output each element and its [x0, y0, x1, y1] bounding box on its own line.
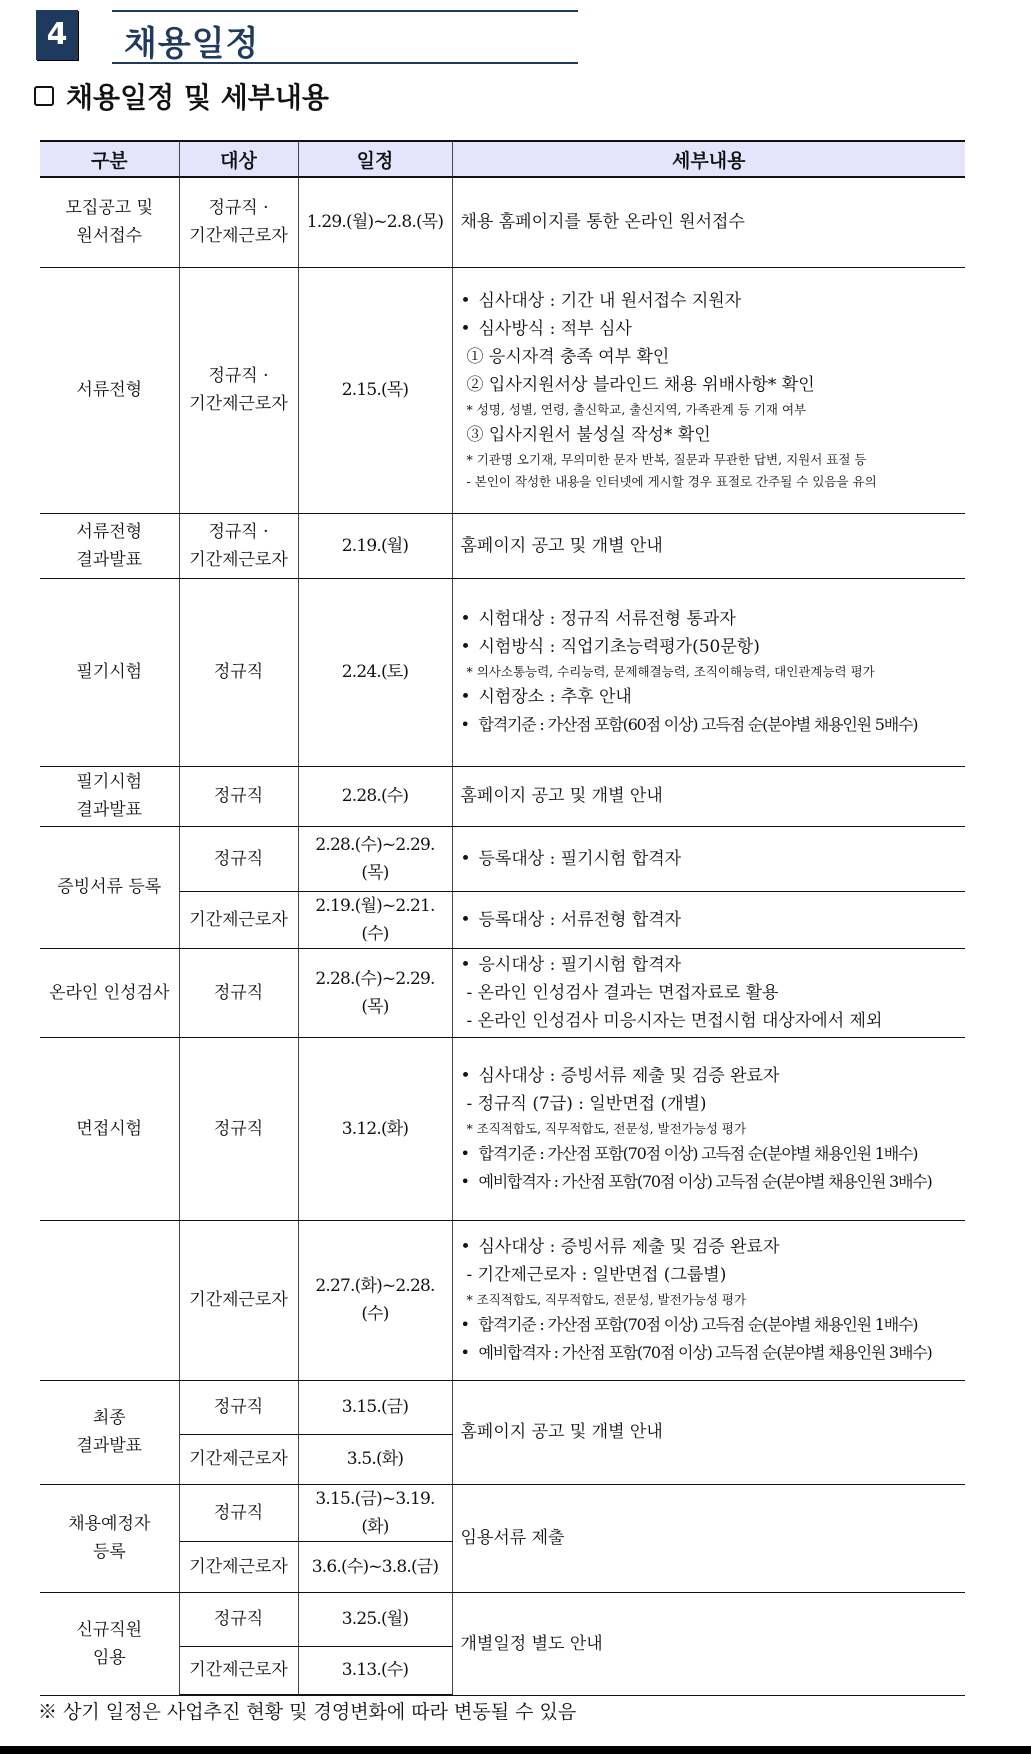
target-cell: 정규직	[179, 1484, 298, 1541]
category-cell: 필기시험 결과발표	[40, 766, 179, 826]
target-cell: 기간제근로자	[179, 1220, 298, 1380]
page-bottom-rule	[0, 1746, 1031, 1754]
date-cell: 3.12.(화)	[298, 1037, 452, 1220]
date-cell: 2.19.(월)~2.21.(수)	[298, 891, 452, 948]
date-cell: 2.28.(수)~2.29.(목)	[298, 826, 452, 891]
target-cell: 정규직	[179, 766, 298, 826]
target-cell: 정규직 · 기간제근로자	[179, 177, 298, 267]
date-cell: 3.25.(월)	[298, 1592, 452, 1646]
table-row	[40, 1037, 965, 1220]
header-details: 세부내용	[452, 141, 965, 177]
details-cell: • 응시대상 : 필기시험 합격자 - 온라인 인성검사 결과는 면접자료로 활용 - 온라인 인성검사 미응시자는 면접시험 대상자에서 제외	[452, 948, 965, 1037]
date-cell: 2.28.(수)	[298, 766, 452, 826]
category-cell: 최종 결과발표	[40, 1380, 179, 1484]
header-category: 구분	[40, 141, 179, 177]
target-cell: 정규직	[179, 1037, 298, 1220]
date-cell: 3.13.(수)	[298, 1646, 452, 1695]
table-row	[40, 1484, 965, 1541]
details-cell: • 등록대상 : 서류전형 합격자	[452, 891, 965, 948]
category-cell: 신규직원 임용	[40, 1592, 179, 1695]
details-cell: 개별일정 별도 안내	[452, 1592, 965, 1695]
date-cell: 3.6.(수)~3.8.(금)	[298, 1541, 452, 1592]
category-cell: 필기시험	[40, 578, 179, 766]
table-row	[40, 948, 965, 1037]
target-cell: 정규직	[179, 1592, 298, 1646]
schedule-table	[40, 140, 965, 1696]
table-header-row	[40, 141, 965, 177]
checkbox-square-icon	[34, 86, 54, 106]
table-row	[40, 1592, 965, 1646]
category-cell: 서류전형 결과발표	[40, 513, 179, 578]
details-cell: • 심사대상 : 증빙서류 제출 및 검증 완료자 - 기간제근로자 : 일반면접 (그룹별) * 조직적합도, 직무적합도, 전문성, 발전가능성 평가 • 합격기준 : 가산점 포함(70점 이상) 고득점 순(분야별 채용인원 1배수) • 예비합격자 : 가산점 포함(70점 이상) 고득점 순(분야별 채용인원 3배수)	[452, 1220, 965, 1380]
date-cell: 1.29.(월)~2.8.(목)	[298, 177, 452, 267]
date-cell: 3.5.(화)	[298, 1434, 452, 1484]
date-cell: 3.15.(금)~3.19.(화)	[298, 1484, 452, 1541]
table-row	[40, 826, 965, 891]
target-cell: 기간제근로자	[179, 1434, 298, 1484]
section-number-badge: 4	[36, 10, 78, 60]
table-row	[40, 1220, 965, 1380]
target-cell: 기간제근로자	[179, 1646, 298, 1695]
table-row	[40, 267, 965, 513]
date-cell: 2.15.(목)	[298, 267, 452, 513]
header-target: 대상	[179, 141, 298, 177]
category-cell: 면접시험	[40, 1037, 179, 1220]
table-row	[40, 891, 965, 948]
details-cell: 채용 홈페이지를 통한 온라인 원서접수	[452, 177, 965, 267]
details-cell: 홈페이지 공고 및 개별 안내	[452, 513, 965, 578]
details-cell: 홈페이지 공고 및 개별 안내	[452, 1380, 965, 1484]
target-cell: 정규직 · 기간제근로자	[179, 513, 298, 578]
table-row	[40, 1380, 965, 1434]
details-cell: 홈페이지 공고 및 개별 안내	[452, 766, 965, 826]
target-cell: 정규직	[179, 948, 298, 1037]
table-row	[40, 578, 965, 766]
section-title-frame	[112, 10, 578, 64]
category-cell: 채용예정자 등록	[40, 1484, 179, 1592]
category-cell: 증빙서류 등록	[40, 826, 179, 948]
date-cell: 2.27.(화)~2.28.(수)	[298, 1220, 452, 1380]
details-cell: • 심사대상 : 기간 내 원서접수 지원자 • 심사방식 : 적부 심사 ① 응시자격 충족 여부 확인 ② 입사지원서상 블라인드 채용 위배사항* 확인 * 성명, 성별, 연령, 출신학교, 출신지역, 가족관계 등 기재 여부 ③ 입사지원서 불성실 작성* 확인 * 기관명 오기재, 무의미한 문자 반복, 질문과 무관한 답변, 지원서 표절 등 - 본인이 작성한 내용을 인터넷에 게시할 경우 표절로 간주될 수 있음을 유의	[452, 267, 965, 513]
category-cell: 온라인 인성검사	[40, 948, 179, 1037]
details-cell: • 심사대상 : 증빙서류 제출 및 검증 완료자 - 정규직 (7급) : 일반면접 (개별) * 조직적합도, 직무적합도, 전문성, 발전가능성 평가 • 합격기준 : 가산점 포함(70점 이상) 고득점 순(분야별 채용인원 1배수) • 예비합격자 : 가산점 포함(70점 이상) 고득점 순(분야별 채용인원 3배수)	[452, 1037, 965, 1220]
target-cell: 정규직 · 기간제근로자	[179, 267, 298, 513]
date-cell: 2.19.(월)	[298, 513, 452, 578]
section-title: 채용일정	[124, 24, 260, 64]
date-cell: 3.15.(금)	[298, 1380, 452, 1434]
category-cell	[40, 1220, 179, 1380]
header-date: 일정	[298, 141, 452, 177]
date-cell: 2.24.(토)	[298, 578, 452, 766]
details-cell: • 등록대상 : 필기시험 합격자	[452, 826, 965, 891]
details-cell: 임용서류 제출	[452, 1484, 965, 1592]
target-cell: 정규직	[179, 826, 298, 891]
table-row	[40, 766, 965, 826]
footnote: ※ 상기 일정은 사업추진 현황 및 경영변화에 따라 변동될 수 있음	[38, 1701, 577, 1723]
target-cell: 정규직	[179, 578, 298, 766]
category-cell: 모집공고 및 원서접수	[40, 177, 179, 267]
target-cell: 기간제근로자	[179, 891, 298, 948]
date-cell: 2.28.(수)~2.29.(목)	[298, 948, 452, 1037]
target-cell: 기간제근로자	[179, 1541, 298, 1592]
subtitle	[34, 76, 329, 116]
target-cell: 정규직	[179, 1380, 298, 1434]
details-cell: • 시험대상 : 정규직 서류전형 통과자 • 시험방식 : 직업기초능력평가(50문항) * 의사소통능력, 수리능력, 문제해결능력, 조직이해능력, 대인관계능력 평가 • 시험장소 : 추후 안내 • 합격기준 : 가산점 포함(60점 이상) 고득점 순(분야별 채용인원 5배수)	[452, 578, 965, 766]
table-row	[40, 177, 965, 267]
category-cell: 서류전형	[40, 267, 179, 513]
subtitle-text: 채용일정 및 세부내용	[66, 81, 329, 114]
table-row	[40, 513, 965, 578]
